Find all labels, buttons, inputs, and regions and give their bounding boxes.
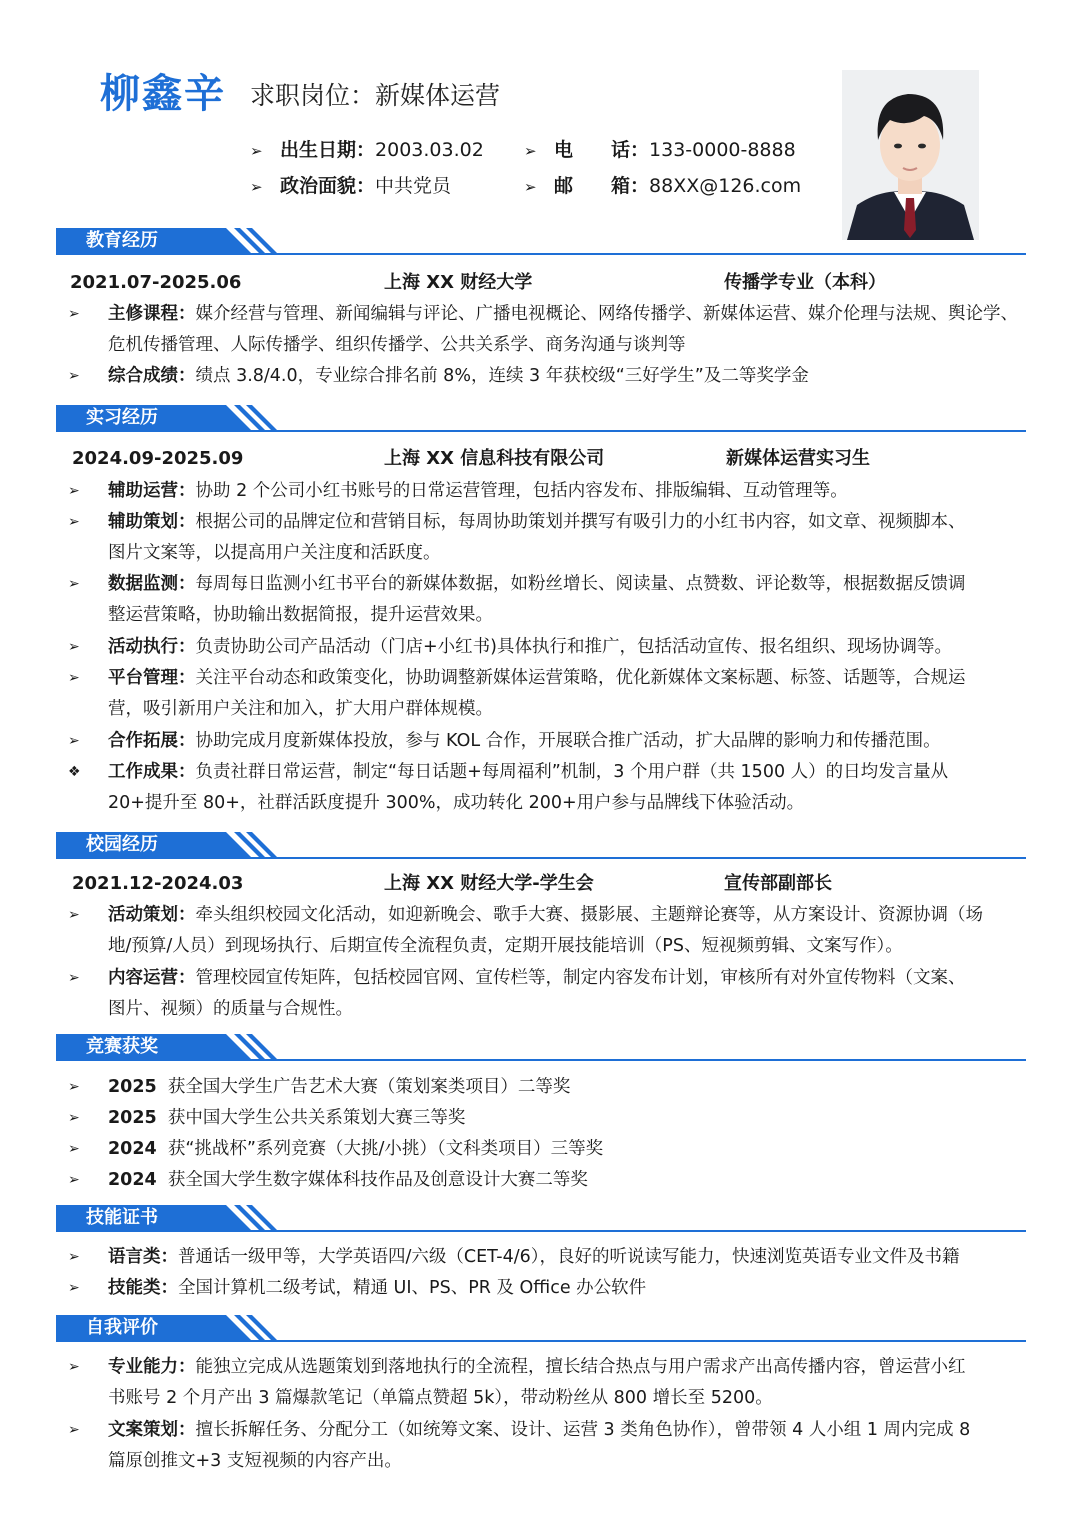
birth-label: 出生日期： (280, 139, 376, 161)
stripe-decoration-icon (174, 405, 294, 431)
item-key: 主修课程： (108, 304, 196, 324)
arrow-icon: ➢ (68, 1079, 80, 1095)
politics-value: 中共党员 (375, 175, 452, 197)
item-text: 牵头组织校园文化活动，如迎新晚会、歌手大赛、摄影展、主题辩论赛等，从方案设计、资源协调（场 (195, 905, 983, 925)
item-key: 平台管理： (108, 668, 196, 688)
item-text: 管理校园宣传矩阵，包括校园官网、宣传栏等，制定内容发布计划，审核所有对外宣传物料（文案、 (195, 968, 966, 988)
arrow-icon: ➢ (68, 368, 80, 384)
divider (56, 253, 1026, 255)
birth-value: 2003.03.02 (375, 139, 484, 161)
portrait-image (842, 70, 979, 240)
item-key: 工作成果： (108, 762, 196, 782)
arrow-icon: ➢ (68, 970, 80, 986)
item-text: 根据公司的品牌定位和营销目标，每周协助策划并撰写有吸引力的小红书内容，如文章、视频脚本、 (195, 512, 966, 532)
divider (56, 1230, 1026, 1232)
politics-info (250, 174, 451, 199)
arrow-icon: ➢ (68, 306, 80, 322)
section-header-skills (56, 1205, 1026, 1233)
arrow-icon: ➢ (68, 1249, 80, 1265)
arrow-icon: ➢ (68, 1141, 80, 1157)
item-text: 全国计算机二级考试，精通 UI、PS、PR 及 Office 办公软件 (178, 1278, 647, 1298)
award-year: 2025 (108, 1077, 157, 1097)
politics-label: 政治面貌： (280, 175, 376, 197)
item-text: 协助 2 个公司小红书账号的日常运营管理，包括内容发布、排版编辑、互动管理等。 (195, 481, 848, 501)
item-text-cont: 图片、视频）的质量与合规性。 (108, 999, 353, 1019)
item-key: 活动执行： (108, 637, 196, 657)
campus-org: 上海 XX 财经大学-学生会 (384, 873, 594, 894)
item-text: 媒介经营与管理、新闻编辑与评论、广播电视概论、网络传播学、新媒体运营、媒介伦理与法规、舆论学、 (195, 304, 1018, 324)
section-header-education (56, 228, 1026, 256)
item-text: 能独立完成从选题策划到落地执行的全流程，擅长结合热点与用户需求产出高传播内容，曾运营小红 (195, 1357, 966, 1377)
award-year: 2024 (108, 1139, 157, 1159)
item-key: 内容运营： (108, 968, 196, 988)
arrow-icon: ➢ (250, 142, 263, 160)
campus-header-row (70, 871, 1010, 897)
award-year: 2025 (108, 1108, 157, 1128)
profile-photo (842, 70, 979, 240)
item-key: 技能类： (108, 1278, 178, 1298)
stripe-decoration-icon (174, 1034, 294, 1060)
email-info (524, 174, 801, 199)
item-text: 负责协助公司产品活动（门店+小红书)具体执行和推广，包括活动宣传、报名组织、现场协调等。 (195, 637, 952, 657)
section-header-awards (56, 1034, 1026, 1062)
stripe-decoration-icon (174, 1315, 294, 1341)
arrow-icon: ➢ (68, 576, 80, 592)
phone-info (524, 138, 796, 163)
award-text: 获全国大学生广告艺术大赛（策划案类项目）二等奖 (167, 1077, 571, 1097)
candidate-name: 柳鑫辛 (100, 71, 226, 117)
item-text-cont: 营，吸引新用户关注和加入，扩大用户群体规模。 (108, 699, 493, 719)
stripe-decoration-icon (174, 832, 294, 858)
arrow-icon: ➢ (524, 178, 537, 196)
section-header-campus (56, 832, 1026, 860)
divider (56, 430, 1026, 432)
arrow-icon: ➢ (68, 514, 80, 530)
internship-period: 2024.09-2025.09 (72, 448, 244, 469)
diamond-bullet-icon: ❖ (68, 764, 81, 780)
education-major: 传播学专业（本科） (724, 272, 886, 293)
item-key: 语言类： (108, 1247, 178, 1267)
phone-value: 133-0000-8888 (649, 139, 796, 161)
award-text: 获“挑战杯”系列竞赛（大挑/小挑）（文科类项目）三等奖 (167, 1139, 604, 1159)
phone-label: 电 话： (554, 139, 650, 161)
item-key: 合作拓展： (108, 731, 196, 751)
award-year: 2024 (108, 1170, 157, 1190)
item-text-cont: 篇原创推文+3 支短视频的内容产出。 (108, 1451, 402, 1471)
item-text: 擅长拆解任务、分配分工（如统筹文案、设计、运营 3 类角色协作），曾带领 4 人小组 1 周内完成 8 (195, 1420, 971, 1440)
divider (56, 1059, 1026, 1061)
item-key: 数据监测： (108, 574, 196, 594)
item-text-cont: 危机传播管理、人际传播学、组织传播学、公共关系学、商务沟通与谈判等 (108, 335, 686, 355)
arrow-icon: ➢ (68, 483, 80, 499)
item-text-cont: 地/预算/人员）到现场执行、后期宣传全流程负责，定期开展技能培训（PS、短视频剪辑、文案写作）。 (108, 936, 903, 956)
section-title: 校园经历 (56, 832, 178, 858)
item-text: 绩点 3.8/4.0，专业综合排名前 8%，连续 3 年获校级“三好学生”及二等奖学金 (195, 366, 809, 386)
arrow-icon: ➢ (68, 670, 80, 686)
item-key: 辅助运营： (108, 481, 196, 501)
item-text: 负责社群日常运营，制定“每日话题+每周福利”机制，3 个用户群（共 1500 人）的日均发言量从 (195, 762, 949, 782)
internship-role: 新媒体运营实习生 (726, 448, 870, 469)
education-header-row (70, 270, 1010, 296)
arrow-icon: ➢ (68, 907, 80, 923)
email-value: 88XX@126.com (649, 175, 802, 197)
item-text-cont: 整运营策略，协助输出数据简报，提升运营效果。 (108, 605, 493, 625)
arrow-icon: ➢ (68, 1280, 80, 1296)
section-header-self-eval (56, 1315, 1026, 1343)
item-key: 综合成绩： (108, 366, 196, 386)
item-key: 文案策划： (108, 1420, 196, 1440)
section-title: 自我评价 (56, 1315, 178, 1341)
item-text: 普通话一级甲等，大学英语四/六级（CET-4/6），良好的听说读写能力，快速浏览英语专业文件及书籍 (178, 1247, 960, 1267)
section-header-internship (56, 405, 1026, 433)
arrow-icon: ➢ (68, 733, 80, 749)
arrow-icon: ➢ (250, 178, 263, 196)
award-text: 获中国大学生公共关系策划大赛三等奖 (167, 1108, 466, 1128)
item-text: 协助完成月度新媒体投放，参与 KOL 合作，开展联合推广活动，扩大品牌的影响力和传播范围。 (195, 731, 941, 751)
item-key: 活动策划： (108, 905, 196, 925)
arrow-icon: ➢ (68, 1422, 80, 1438)
campus-period: 2021.12-2024.03 (72, 873, 244, 894)
stripe-decoration-icon (174, 1205, 294, 1231)
internship-header-row (70, 446, 1010, 472)
internship-company: 上海 XX 信息科技有限公司 (384, 448, 605, 469)
section-title: 实习经历 (56, 405, 178, 431)
item-key: 专业能力： (108, 1357, 196, 1377)
arrow-icon: ➢ (68, 1172, 80, 1188)
item-text-cont: 书账号 2 个月产出 3 篇爆款笔记（单篇点赞超 5k），带动粉丝从 800 增长至 5200。 (108, 1388, 773, 1408)
section-title: 竞赛获奖 (56, 1034, 178, 1060)
divider (56, 1340, 1026, 1342)
education-school: 上海 XX 财经大学 (384, 272, 533, 293)
campus-role: 宣传部副部长 (724, 873, 832, 894)
item-text: 关注平台动态和政策变化，协助调整新媒体运营策略，优化新媒体文案标题、标签、话题等，合规运 (195, 668, 966, 688)
arrow-icon: ➢ (524, 142, 537, 160)
item-text-cont: 20+提升至 80+，社群活跃度提升 300%，成功转化 200+用户参与品牌线下体验活动。 (108, 793, 805, 813)
stripe-decoration-icon (174, 228, 294, 254)
education-period: 2021.07-2025.06 (70, 272, 242, 293)
arrow-icon: ➢ (68, 1359, 80, 1375)
award-text: 获全国大学生数字媒体科技作品及创意设计大赛二等奖 (167, 1170, 588, 1190)
divider (56, 857, 1026, 859)
email-label: 邮 箱： (554, 175, 650, 197)
item-text-cont: 图片文案等，以提高用户关注度和活跃度。 (108, 543, 441, 563)
job-title: 求职岗位：新媒体运营 (250, 81, 501, 110)
section-title: 教育经历 (56, 228, 178, 254)
arrow-icon: ➢ (68, 639, 80, 655)
item-key: 辅助策划： (108, 512, 196, 532)
birth-info (250, 138, 484, 163)
arrow-icon: ➢ (68, 1110, 80, 1126)
item-text: 每周每日监测小红书平台的新媒体数据，如粉丝增长、阅读量、点赞数、评论数等，根据数据反馈调 (195, 574, 966, 594)
section-title: 技能证书 (56, 1205, 178, 1231)
